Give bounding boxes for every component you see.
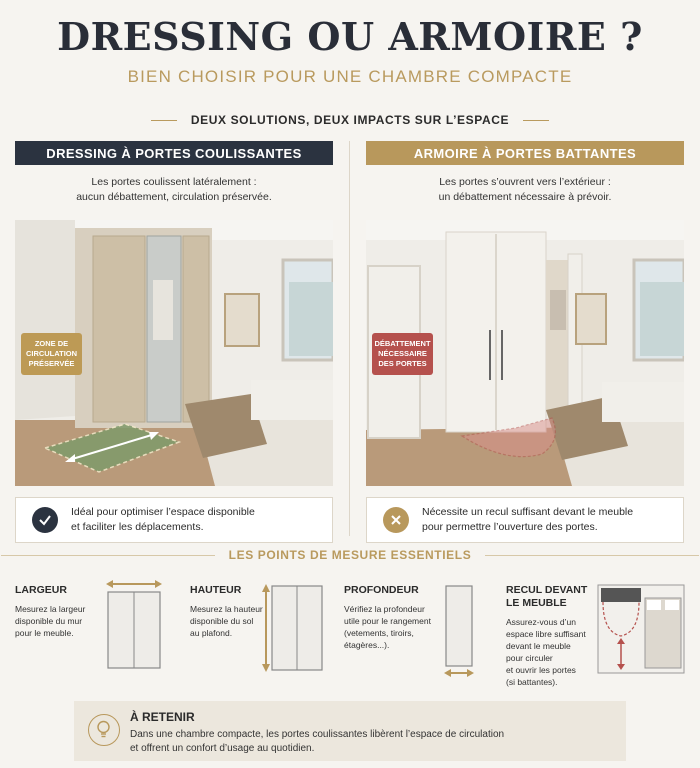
sliding-doors-note — [15, 497, 333, 543]
sliding-doors-description — [15, 175, 333, 209]
tag-line: DES PORTES — [378, 359, 427, 368]
sliding-doors-panel — [15, 141, 333, 543]
note-line: Idéal pour optimiser l’espace disponible — [71, 506, 255, 518]
takeaway-text — [130, 728, 590, 756]
note-line: pour permettre l’ouverture des portes. — [422, 521, 598, 533]
desc-line: Assurez-vous d’un — [506, 617, 576, 627]
label-line: LE MEUBLE — [506, 597, 567, 609]
divider — [151, 120, 177, 121]
description-line: Les portes s’ouvrent vers l’extérieur : — [439, 176, 611, 188]
width-diagram-icon — [104, 578, 164, 672]
section-title: DEUX SOLUTIONS, DEUX IMPACTS SUR L’ESPACE — [190, 113, 510, 127]
desc-line: (si battantes). — [506, 677, 558, 687]
door-swing-tag — [372, 333, 433, 375]
description-line: Les portes coulissent latéralement : — [91, 176, 257, 188]
description-line: un débattement nécessaire à prévoir. — [438, 191, 612, 203]
lightbulb-icon — [88, 714, 120, 746]
desc-line: Mesurez la largeur — [15, 604, 86, 614]
note-line: et faciliter les déplacements. — [71, 521, 204, 533]
divider — [485, 555, 699, 556]
measure-clearance — [506, 584, 596, 688]
note-text — [422, 505, 633, 535]
height-diagram-icon — [258, 582, 324, 674]
cross-icon — [383, 507, 409, 533]
takeaway-line: et offrent un confort d’usage au quotidien. — [130, 743, 315, 754]
measure-width — [15, 584, 95, 639]
tag-line: PRÉSERVÉE — [28, 359, 75, 368]
divider — [1, 555, 215, 556]
measure-description — [15, 603, 95, 639]
note-line: Nécessite un recul suffisant devant le meuble — [422, 506, 634, 518]
hinged-doors-note — [366, 497, 684, 543]
check-icon — [32, 507, 58, 533]
sliding-doors-heading: DRESSING À PORTES COULISSANTES — [15, 141, 333, 165]
measures-heading — [0, 548, 700, 562]
tag-line: DÉBATTEMENT — [374, 339, 431, 348]
clearance-diagram-icon — [597, 584, 685, 674]
desc-line: Mesurez la hauteur — [190, 604, 263, 614]
label-line: RECUL DEVANT — [506, 584, 588, 596]
page-subtitle: BIEN CHOISIR POUR UNE CHAMBRE COMPACTE — [127, 67, 573, 86]
takeaway-line: Dans une chambre compacte, les portes coulissantes libèrent l’espace de circulation — [130, 729, 505, 740]
note-text — [71, 505, 255, 535]
section-heading — [0, 113, 700, 127]
key-takeaway-box — [74, 701, 626, 761]
divider — [523, 120, 549, 121]
measure-description — [344, 603, 444, 651]
column-divider — [349, 141, 350, 536]
sliding-wardrobe-illustration — [15, 220, 333, 486]
hinged-doors-panel — [366, 141, 684, 543]
circulation-zone-tag — [21, 333, 82, 375]
measure-description — [506, 616, 596, 688]
hinged-doors-description — [366, 175, 684, 209]
measure-depth — [344, 584, 444, 651]
measure-label: HAUTEUR — [190, 584, 242, 596]
desc-line: au plafond. — [190, 628, 233, 638]
desc-line: disponible du sol — [190, 616, 254, 626]
page-title: DRESSING OU ARMOIRE ? — [57, 14, 643, 59]
depth-diagram-icon — [442, 582, 476, 678]
measures-title: LES POINTS DE MESURE ESSENTIELS — [228, 548, 472, 562]
measure-label: PROFONDEUR — [344, 584, 419, 596]
hinged-doors-heading: ARMOIRE À PORTES BATTANTES — [366, 141, 684, 165]
desc-line: étagères...). — [344, 640, 390, 650]
measure-label — [506, 584, 596, 610]
tag-line: ZONE DE — [34, 339, 69, 348]
tag-line: CIRCULATION — [25, 349, 78, 358]
desc-line: Vérifiez la profondeur — [344, 604, 425, 614]
desc-line: pour le meuble. — [15, 628, 74, 638]
takeaway-title: À RETENIR — [130, 710, 195, 724]
desc-line: (vetements, tiroirs, — [344, 628, 414, 638]
hinged-wardrobe-illustration — [366, 220, 684, 486]
desc-line: devant le meuble — [506, 641, 571, 651]
desc-line: disponible du mur — [15, 616, 83, 626]
desc-line: pour circuler — [506, 653, 553, 663]
desc-line: et ouvrir les portes — [506, 665, 576, 675]
desc-line: utile pour le rangement — [344, 616, 431, 626]
description-line: aucun débattement, circulation préservée. — [76, 191, 272, 203]
tag-line: NÉCESSAIRE — [378, 349, 427, 358]
measure-label: LARGEUR — [15, 584, 67, 596]
desc-line: espace libre suffisant — [506, 629, 586, 639]
